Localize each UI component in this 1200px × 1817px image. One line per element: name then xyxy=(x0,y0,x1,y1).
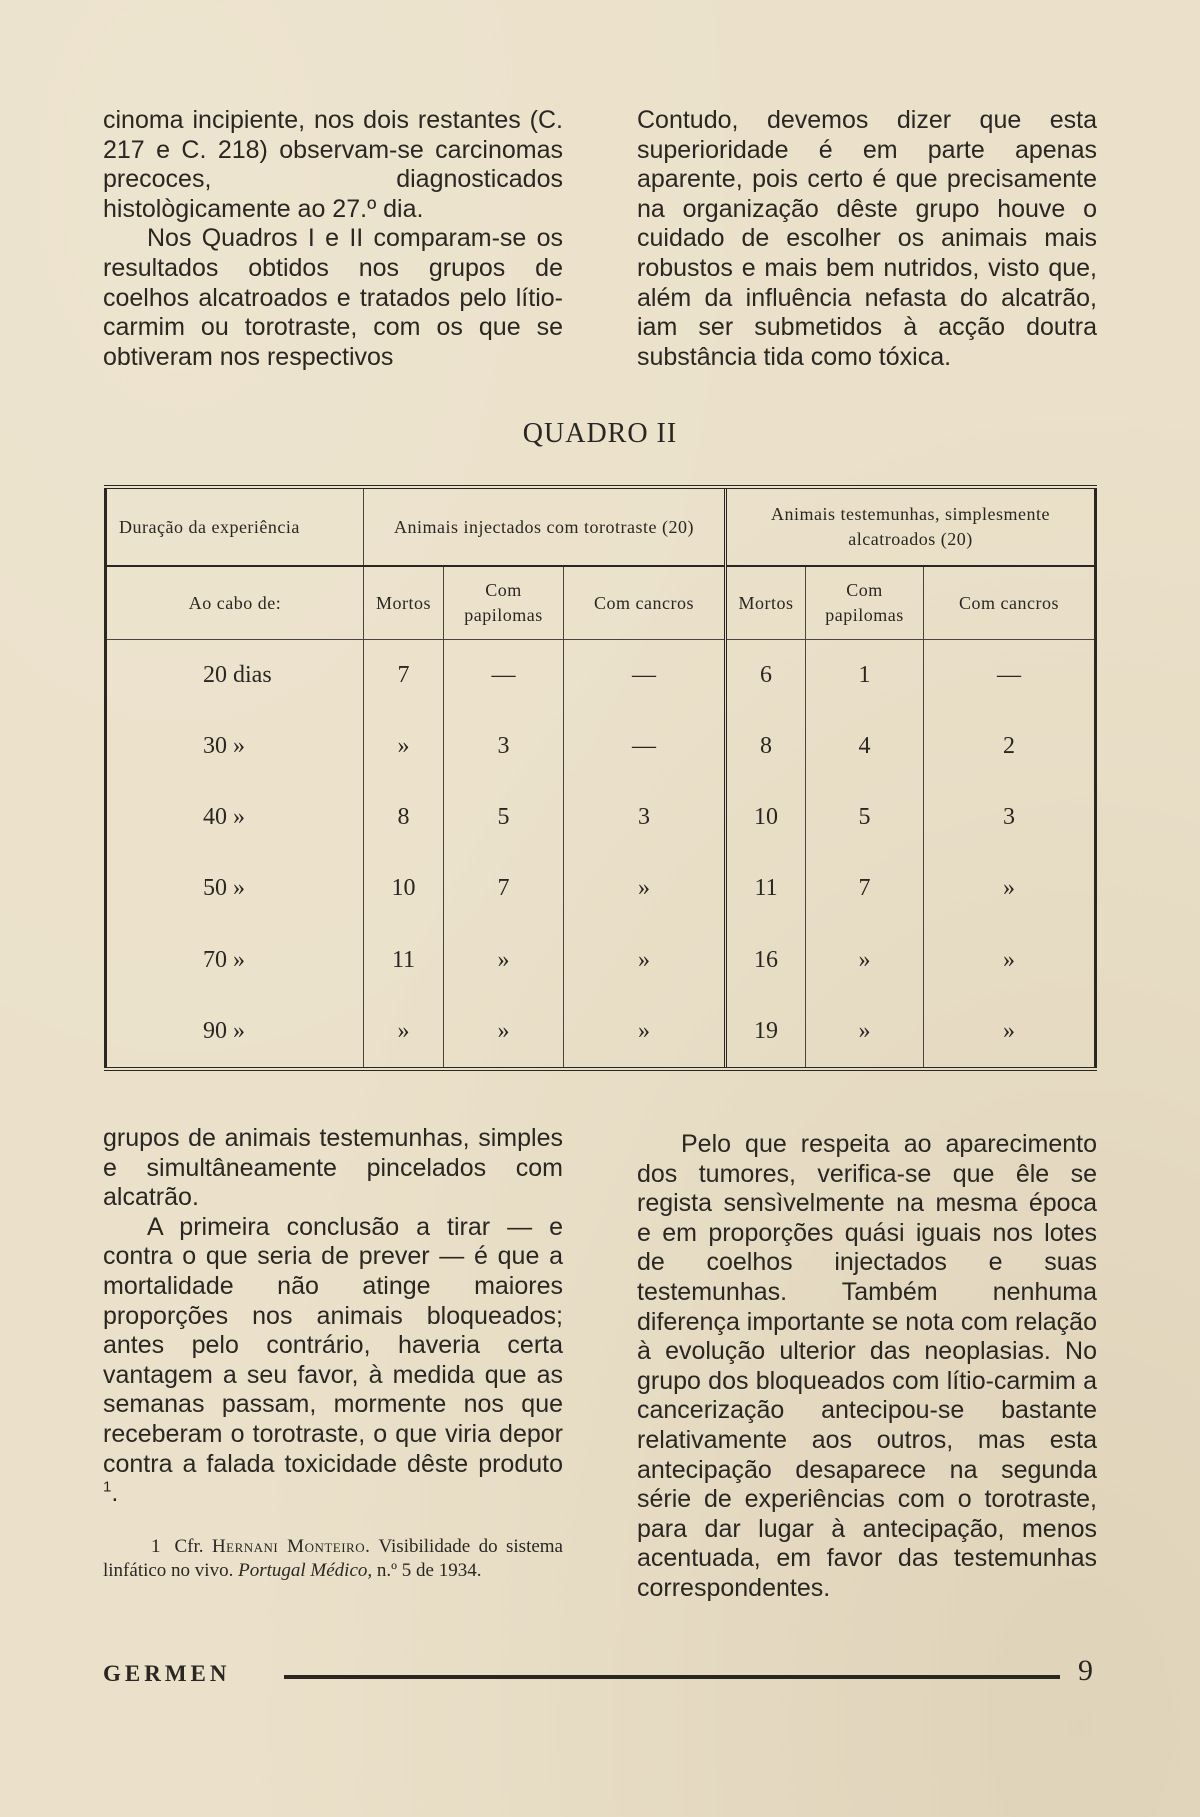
paragraph: Pelo que respeita ao aparecimento dos tumores, verifica-se que êle se regista sensìvelmente na mesma época e em proporções quási iguais nos lotes de coelhos injectados e suas testemunhas. Também nenhuma diferença importante se nota com relação à evolução ulterior das neoplasias. No grupo dos bloqueados com lítio-carmim a cancerização antecipou-se bastante relativamente aos outros, mas esta antecipação desaparece na segunda série de experiências com o torotraste, para dar lugar à antecipação, menos acentuada, em favor das testemunhas correspondentes. xyxy=(637,1130,1097,1602)
table-title: QUADRO II xyxy=(522,418,678,449)
cell-ctl-papilomas: 1 xyxy=(806,640,924,712)
footnote-issue: n.º 5 de 1934. xyxy=(376,1560,482,1581)
footnote-journal: Portugal Médico, xyxy=(238,1560,373,1581)
journal-name: GERMEN xyxy=(103,1661,231,1686)
cell-inj-mortos: 10 xyxy=(364,853,444,924)
cell-ctl-papilomas: 4 xyxy=(806,711,924,782)
cell-ctl-papilomas: 5 xyxy=(806,782,924,853)
cell-inj-mortos: 8 xyxy=(364,782,444,853)
cell-duration: 20 dias xyxy=(106,640,364,712)
cell-duration: 40 » xyxy=(106,782,364,853)
cell-inj-papilomas: 7 xyxy=(444,853,564,924)
text-column-bottom-left xyxy=(103,1124,563,1509)
header-row-groups xyxy=(106,487,1096,566)
footnote-reference: 1 xyxy=(103,1478,112,1496)
cell-duration: 70 » xyxy=(106,925,364,996)
paragraph: grupos de animais testemunhas, simples e simultâneamente pincelados com alcatrão. xyxy=(103,1124,563,1212)
cell-ctl-mortos: 6 xyxy=(726,640,806,712)
text-column-bottom-right xyxy=(637,1130,1097,1604)
cell-inj-papilomas: — xyxy=(444,640,564,712)
paragraph: Nos Quadros I e II comparam-se os resultados obtidos nos grupos de coelhos alcatroados e tratados pelo lítio-carmim ou torotraste, com os que se obtiveram nos respectivos xyxy=(103,224,563,371)
cell-ctl-mortos: 19 xyxy=(726,996,806,1069)
cell-inj-cancros: » xyxy=(564,853,726,924)
cell-inj-cancros: — xyxy=(564,640,726,712)
cell-inj-cancros: — xyxy=(564,711,726,782)
table-row xyxy=(106,853,1096,924)
cell-inj-papilomas: » xyxy=(444,925,564,996)
header-mortos: Mortos xyxy=(364,566,444,640)
footnote xyxy=(103,1535,563,1583)
paragraph-text: A primeira conclusão a tirar — e contra o que seria de prever — é que a mortalidade não atinge maiores proporções nos animais bloqueados; antes pelo contrário, haveria certa vantagem a seu favor, à medida que as semanas passam, mormente nos que receberam o torotraste, o que viria depor contra a falada toxicidade dêste produto xyxy=(103,1212,563,1478)
cell-inj-mortos: 7 xyxy=(364,640,444,712)
cell-ctl-papilomas: » xyxy=(806,996,924,1069)
cell-ctl-papilomas: » xyxy=(806,925,924,996)
header-mortos: Mortos xyxy=(726,566,806,640)
paragraph: cinoma incipiente, nos dois restantes (C. 217 e C. 218) observam-se carcinomas precoces, diagnosticados histològicamente ao 27.º dia. xyxy=(103,106,563,223)
cell-inj-mortos: » xyxy=(364,996,444,1069)
cell-inj-cancros: » xyxy=(564,925,726,996)
text-column-top-right xyxy=(637,106,1097,372)
cell-duration: 30 » xyxy=(106,711,364,782)
table-row xyxy=(106,640,1096,712)
table-row xyxy=(106,782,1096,853)
paragraph: Contudo, devemos dizer que esta superioridade é em parte apenas aparente, pois certo é que precisamente na organização dêste grupo houve o cuidado de escolher os animais mais robustos e mais bem nutridos, visto que, além da influência nefasta do alcatrão, iam ser submetidos à acção doutra substância tida como tóxica. xyxy=(637,106,1097,371)
table-row xyxy=(106,925,1096,996)
cell-inj-cancros: 3 xyxy=(564,782,726,853)
cell-duration: 90 » xyxy=(106,996,364,1069)
cell-ctl-cancros: » xyxy=(924,996,1096,1069)
page-number: 9 xyxy=(1078,1654,1093,1687)
header-cancros: Com cancros xyxy=(564,566,726,640)
cell-ctl-cancros: 2 xyxy=(924,711,1096,782)
table-row xyxy=(106,996,1096,1069)
header-papilomas: Com papilomas xyxy=(444,566,564,640)
table-row xyxy=(106,711,1096,782)
paragraph: A primeira conclusão a tirar — e contra o que seria de prever — é que a mortalidade não atinge maiores proporções nos animais bloqueados; antes pelo contrário, haveria certa vantagem a seu favor, à medida que as semanas passam, mormente nos que receberam o torotraste, o que viria depor contra a falada toxicidade dêste produto $^1$. xyxy=(103,1212,563,1508)
cell-ctl-cancros: — xyxy=(924,640,1096,712)
header-duration: Duração da experiência xyxy=(106,487,364,566)
data-table xyxy=(104,485,1097,1071)
cell-duration: 50 » xyxy=(106,853,364,924)
cell-inj-mortos: 11 xyxy=(364,925,444,996)
cell-inj-papilomas: 5 xyxy=(444,782,564,853)
cell-inj-papilomas: » xyxy=(444,996,564,1069)
footnote-prefix: Cfr. xyxy=(174,1536,204,1557)
header-after: Ao cabo de: xyxy=(106,566,364,640)
header-group-control: Animais testemunhas, simplesmente alcatroados (20) xyxy=(726,487,1096,566)
cell-ctl-cancros: » xyxy=(924,925,1096,996)
text-column-top-left xyxy=(103,106,563,372)
footer-rule xyxy=(284,1675,1060,1679)
cell-inj-mortos: » xyxy=(364,711,444,782)
footnote-author: Hernani Monteiro. xyxy=(211,1536,371,1557)
header-cancros: Com cancros xyxy=(924,566,1096,640)
cell-ctl-cancros: » xyxy=(924,853,1096,924)
cell-ctl-cancros: 3 xyxy=(924,782,1096,853)
cell-ctl-mortos: 10 xyxy=(726,782,806,853)
footnote-title: Visibilidade do sistema linfático no vivo. xyxy=(103,1536,563,1581)
header-papilomas: Com papilomas xyxy=(806,566,924,640)
cell-inj-papilomas: 3 xyxy=(444,711,564,782)
cell-inj-cancros: » xyxy=(564,996,726,1069)
cell-ctl-mortos: 16 xyxy=(726,925,806,996)
header-row-columns xyxy=(106,566,1096,640)
footnote-number: 1 xyxy=(151,1536,161,1557)
cell-ctl-papilomas: 7 xyxy=(806,853,924,924)
header-group-injected: Animais injectados com torotraste (20) xyxy=(364,487,726,566)
cell-ctl-mortos: 11 xyxy=(726,853,806,924)
cell-ctl-mortos: 8 xyxy=(726,711,806,782)
